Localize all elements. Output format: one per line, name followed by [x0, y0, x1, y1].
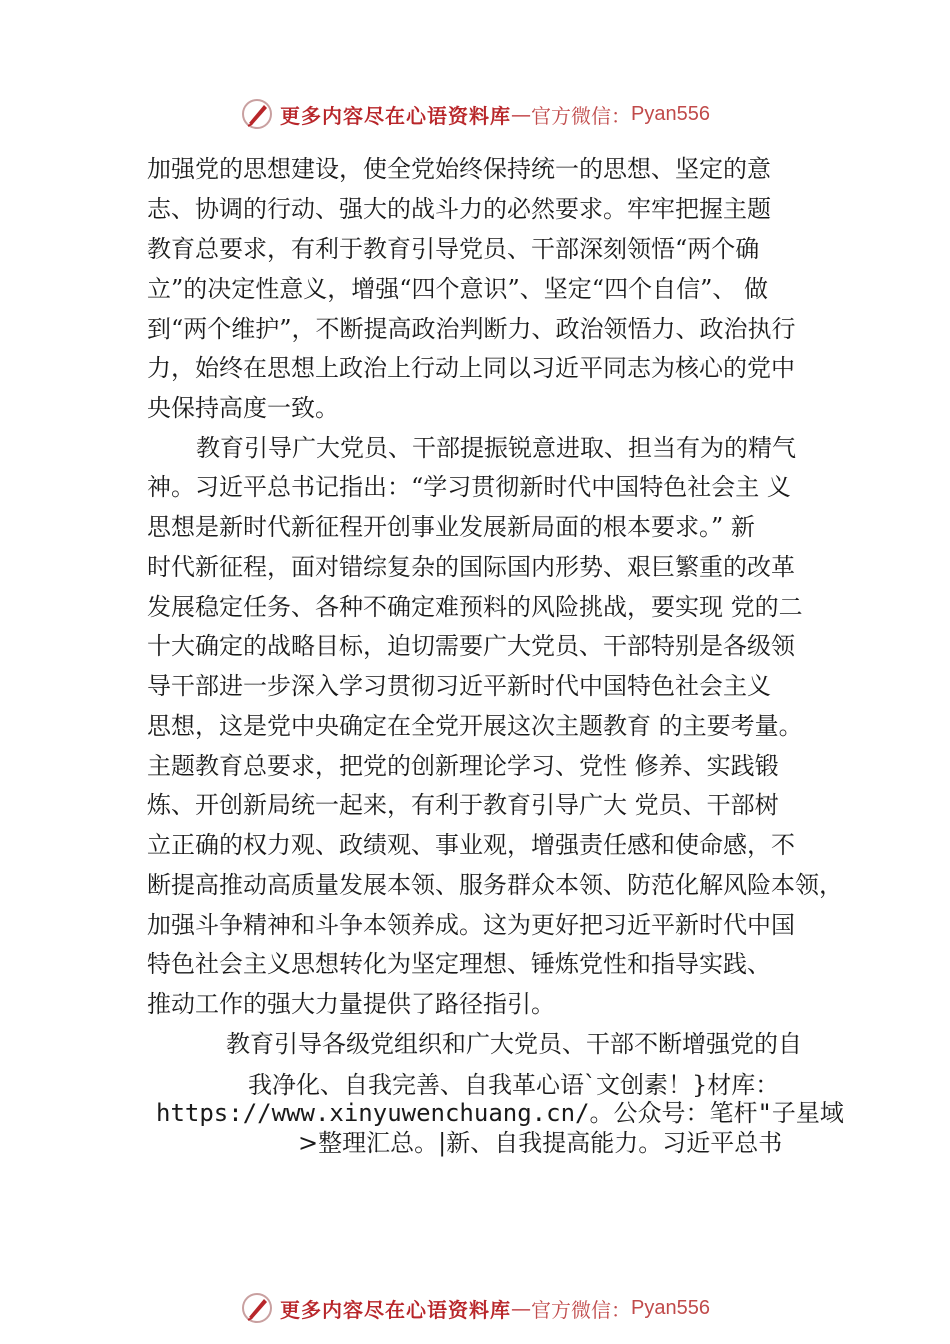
text-line: 发展稳定任务、各种不确定难预料的风险挑战，要实现 党的二	[147, 593, 803, 621]
paragraph-start-line: 教育引导各级党组织和广大党员、干部不断增强党的自	[226, 1030, 802, 1058]
text-line: 断提高推动高质量发展本领、服务群众本领、防范化解风险本领，	[147, 871, 843, 899]
text-line: 思想，这是党中央确定在全党开展这次主题教育 的主要考量。	[147, 712, 803, 740]
text-line: 教育总要求，有利于教育引导党员、干部深刻领悟“两个确	[147, 235, 760, 263]
text-line: 十大确定的战略目标，迫切需要广大党员、干部特别是各级领	[147, 632, 795, 660]
banner-dash: —	[511, 1296, 532, 1320]
text-line: 推动工作的强大力量提供了路径指引。	[147, 990, 555, 1018]
text-line: 央保持高度一致。	[147, 394, 339, 422]
text-line: 炼、开创新局统一起来，有利于教育引导广大 党员、干部树	[147, 791, 779, 819]
text-line: 导干部进一步深入学习贯彻习近平新时代中国特色社会主义	[147, 672, 771, 700]
quill-logo-icon	[240, 97, 274, 131]
banner-wechat-id: Pyan556	[631, 102, 710, 125]
banner-title: 更多内容尽在心语资料库	[280, 103, 512, 128]
text-line: 思想是新时代新征程开创事业发展新局面的根本要求。” 新	[147, 513, 755, 541]
banner-wechat-id: Pyan556	[631, 1296, 710, 1319]
text-line: 神。习近平总书记指出：“学习贯彻新时代中国特色社会主 义	[147, 473, 791, 501]
header-banner	[0, 94, 950, 134]
text-line: 我净化、自我完善、自我革心语`文创素！}材库：	[248, 1071, 780, 1099]
text-line: 力，始终在思想上政治上行动上同以习近平同志为核心的党中	[147, 354, 795, 382]
text-line: >整理汇总。|新、自我提高能力。习近平总书	[298, 1129, 783, 1157]
text-line: 到“两个维护”，不断提高政治判断力、政治领悟力、政治执行	[147, 315, 796, 343]
watermark-url-line: https://www.xinyuwenchuang.cn/。公众号：笔杆"子星域	[156, 1099, 844, 1127]
footer-banner	[0, 1288, 950, 1328]
quill-logo-icon	[240, 1291, 274, 1325]
text-line: 加强斗争精神和斗争本领养成。这为更好把习近平新时代中国	[147, 911, 795, 939]
text-line: 立”的决定性意义，增强“四个意识”、坚定“四个自信”、 做	[147, 275, 768, 303]
paragraph-start-line: 教育引导广大党员、干部提振锐意进取、担当有为的精气	[196, 434, 796, 462]
text-line: 时代新征程，面对错综复杂的国际国内形势、艰巨繁重的改革	[147, 553, 795, 581]
banner-wechat-label: 官方微信：	[531, 1297, 632, 1322]
text-line: 立正确的权力观、政绩观、事业观，增强责任感和使命感，不	[147, 831, 795, 859]
text-line: 志、协调的行动、强大的战斗力的必然要求。牢牢把握主题	[147, 195, 771, 223]
banner-wechat-label: 官方微信：	[531, 103, 632, 128]
text-line: 特色社会主义思想转化为坚定理想、锤炼党性和指导实践、	[147, 950, 771, 978]
text-line: 加强党的思想建设，使全党始终保持统一的思想、坚定的意	[147, 155, 771, 183]
banner-dash: —	[511, 102, 532, 126]
text-line: 主题教育总要求，把党的创新理论学习、党性 修养、实践锻	[147, 752, 779, 780]
banner-title: 更多内容尽在心语资料库	[280, 1297, 512, 1322]
